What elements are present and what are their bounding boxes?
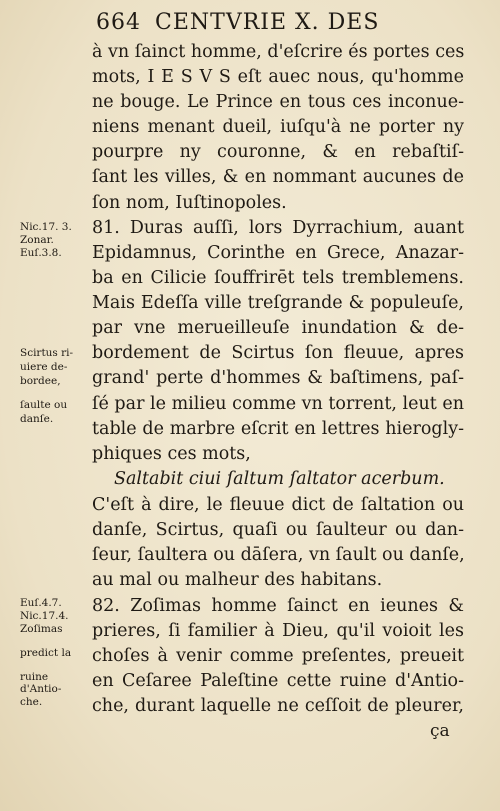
text-line: par vne merueilleuſe inundation & de- — [92, 318, 464, 338]
text-line: au mal ou malheur des habitans. — [92, 570, 383, 590]
text-line: Mais Edeſſa ville treſgrande & populeuſe, — [92, 293, 464, 313]
text-line: 82. Zoſimas homme ſainct en ieunes & — [92, 596, 464, 616]
text-line: phiques ces mots, — [92, 444, 251, 464]
margin-note: danſe. — [20, 413, 54, 425]
text-line: bordement de Scirtus ſon fleuue, apres — [92, 343, 464, 363]
text-line: ba en Cilicie ſouffrirēt tels tremblemens. — [92, 268, 464, 288]
margin-note: Nic.17. 3. — [20, 221, 72, 233]
text-line: 81. Duras auſſi, lors Dyrrachium, auant — [92, 218, 464, 238]
text-line: C'eſt à dire, le fleuue dict de ſaltation ou — [92, 495, 464, 515]
margin-note: ruine — [20, 671, 49, 683]
text-line: ſeur, ſaultera ou dāſera, vn ſault ou danſe, — [92, 545, 465, 565]
margin-note: che. — [20, 696, 43, 708]
margin-note: predict la — [20, 647, 72, 659]
margin-note: d'Antio- — [20, 683, 62, 695]
text-line: à vn ſainct homme, d'eſcrire és portes ces — [92, 42, 465, 62]
text-line: ſé par le milieu comme vn torrent, leut en — [92, 394, 464, 414]
margin-note: Zonar. — [20, 234, 54, 246]
margin-note: Scirtus ri- — [20, 347, 74, 359]
text-line: mots, I E S V S eſt auec nous, qu'homme — [92, 67, 464, 87]
text-line: ne bouge. Le Prince en tous ces inconue- — [92, 92, 464, 112]
folio-number: 664 — [96, 10, 141, 35]
margin-note: uiere de- — [20, 361, 68, 373]
latin-quote: Saltabit ciui ſaltum ſaltator acerbum. — [114, 469, 445, 489]
text-line: danſe, Scirtus, quaſi ou ſaulteur ou dan- — [92, 520, 464, 540]
margin-note: ſaulte ou — [20, 399, 68, 411]
margin-note: Zoſimas — [20, 623, 63, 635]
margin-note: bordee, — [20, 375, 61, 387]
text-line: grand' perte d'hommes & baſtimens, paſ- — [92, 368, 464, 388]
text-line: niens menant dueil, iuſqu'à ne porter ny — [92, 117, 464, 137]
catchword: ça — [430, 721, 450, 741]
text-line: table de marbre eſcrit en lettres hierogly- — [92, 419, 464, 439]
running-title: CENTVRIE X. DES — [155, 10, 380, 35]
margin-note: Euſ.4.7. — [20, 597, 62, 609]
page-header — [96, 10, 476, 35]
text-line: ſon nom, Iuſtinopoles. — [92, 193, 287, 213]
text-line: che, durant laquelle ne ceſſoit de pleurer, — [92, 696, 464, 716]
text-line: choſes à venir comme preſentes, preueit — [92, 646, 464, 666]
margin-note: Euſ.3.8. — [20, 247, 62, 259]
text-line: Epidamnus, Corinthe en Grece, Anazar- — [92, 243, 464, 263]
margin-note: Nic.17.4. — [20, 610, 69, 622]
text-line: pourpre ny couronne, & en rebaſtiſ- — [92, 142, 464, 162]
text-line: prieres, ſi familier à Dieu, qu'il voioit les — [92, 621, 464, 641]
text-line: en Ceſaree Paleſtine cette ruine d'Antio- — [92, 671, 464, 691]
text-line: ſant les villes, & en nommant aucunes de — [92, 167, 464, 187]
